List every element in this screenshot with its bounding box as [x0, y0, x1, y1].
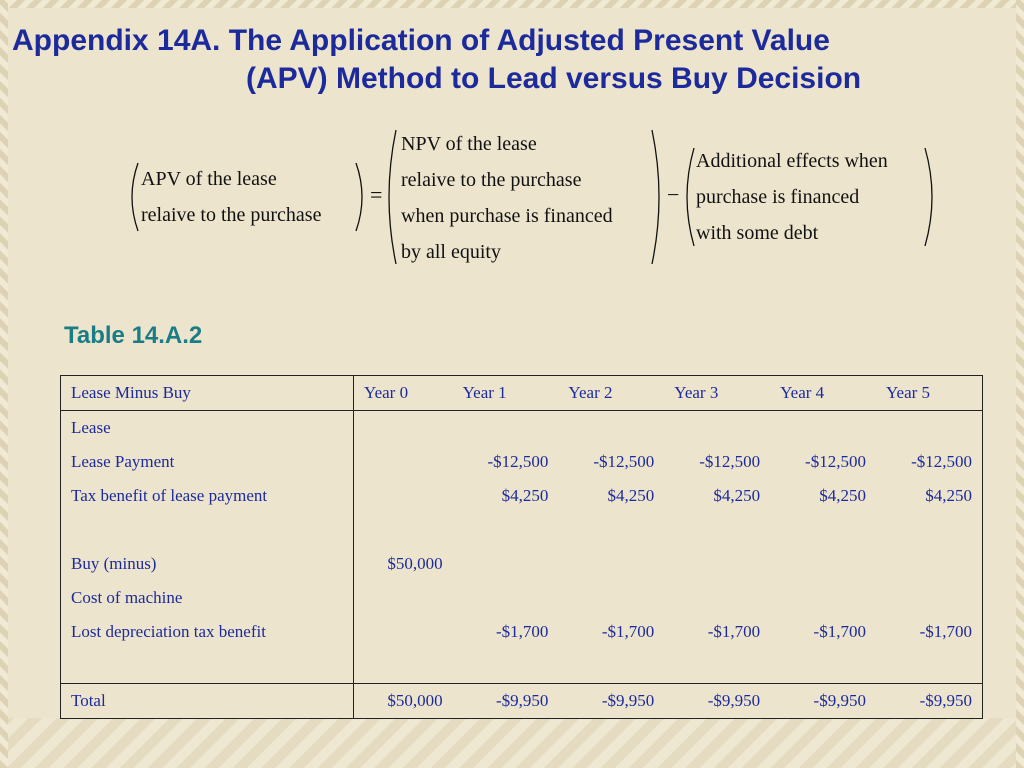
table-cell	[558, 411, 664, 446]
table-cell: -$1,700	[496, 622, 549, 641]
table-cell	[664, 513, 770, 547]
table-cell: -$12,500	[487, 452, 549, 471]
table-cell: -$1,700	[876, 615, 983, 649]
table-cell	[876, 649, 983, 684]
table-cell	[770, 547, 876, 581]
table-row	[61, 615, 983, 649]
table-cell	[354, 411, 453, 446]
total-cell: -$9,950	[876, 684, 983, 719]
header-cell: Year 5	[876, 376, 983, 411]
table-cell	[770, 649, 876, 684]
title-line-2: (APV) Method to Lead versus Buy Decision	[246, 62, 862, 95]
formula-right-line: purchase is financed	[696, 186, 860, 208]
table-cell	[770, 513, 876, 547]
table-cell: Buy (minus)	[61, 547, 354, 581]
table-cell: -$1,700	[601, 622, 655, 641]
table-cell	[354, 445, 453, 479]
table-cell: $4,250	[876, 479, 983, 513]
table-cell: -$12,500	[805, 452, 866, 471]
table-cell: -$12,500	[876, 445, 983, 479]
table-cell	[876, 547, 983, 581]
table-cell	[558, 649, 664, 684]
formula-middle-line: when purchase is financed	[401, 205, 613, 227]
table-cell: -$1,700	[813, 622, 866, 641]
formula-middle-line: by all equity	[401, 241, 501, 263]
table-row	[61, 513, 983, 547]
table-title: Table 14.A.2	[64, 322, 203, 349]
table-cell: Lease Payment	[61, 445, 354, 479]
table-cell	[876, 513, 983, 547]
formula-middle-line: NPV of the lease	[401, 133, 537, 155]
table-cell	[664, 547, 770, 581]
table-cell	[664, 649, 770, 684]
formula-right-line: Additional effects when	[696, 150, 888, 172]
table-cell	[354, 615, 453, 649]
title-line-1: Appendix 14A. The Application of Adjusted Present Value	[12, 24, 830, 57]
table-cell	[453, 513, 559, 547]
table-cell	[664, 411, 770, 446]
header-cell: Year 2	[558, 376, 664, 411]
table-row	[61, 479, 983, 513]
table-cell	[453, 649, 559, 684]
total-cell: $50,000	[354, 684, 453, 719]
lease-vs-buy-table	[60, 375, 983, 719]
formula-left-line: relaive to the purchase	[141, 204, 322, 226]
table-cell	[876, 411, 983, 446]
table-cell	[664, 581, 770, 615]
table-cell	[770, 581, 876, 615]
table-row	[61, 649, 983, 684]
formula-left-line: APV of the lease	[141, 168, 277, 190]
table-cell	[453, 411, 559, 446]
table-row	[61, 445, 983, 479]
formula-left-term	[141, 161, 321, 233]
table-cell	[354, 479, 453, 513]
table-body	[61, 411, 983, 684]
table-cell: -$12,500	[699, 452, 761, 471]
table-cell	[354, 581, 453, 615]
table-cell: $4,250	[713, 486, 761, 505]
table-cell	[354, 513, 453, 547]
table-cell	[558, 513, 664, 547]
header-cell: Year 3	[664, 376, 770, 411]
bottom-border	[0, 718, 1024, 768]
table-row	[61, 581, 983, 615]
table-cell	[453, 547, 559, 581]
table-cell: Lost depreciation tax benefit	[61, 615, 354, 649]
formula-middle-term	[401, 126, 613, 270]
header-cell: Year 1	[453, 376, 559, 411]
table-cell	[61, 649, 354, 684]
table-cell: Tax benefit of lease payment	[61, 479, 354, 513]
table-cell: $4,250	[501, 486, 549, 505]
equals-sign: =	[370, 182, 383, 207]
table-cell: Lease	[61, 411, 354, 446]
table-cell: $50,000	[387, 554, 443, 573]
table-cell	[558, 581, 664, 615]
table-cell	[453, 581, 559, 615]
table-cell: -$12,500	[593, 452, 655, 471]
table-row	[61, 411, 983, 446]
table-cell: $4,250	[607, 486, 655, 505]
table-header-row	[61, 376, 983, 411]
total-cell: -$9,950	[453, 684, 559, 719]
total-cell: -$9,950	[558, 684, 664, 719]
table-cell	[876, 581, 983, 615]
table-total-row	[61, 684, 983, 719]
total-cell: -$9,950	[770, 684, 876, 719]
header-cell: Year 0	[354, 376, 453, 411]
table-cell	[770, 411, 876, 446]
table-row	[61, 547, 983, 581]
header-cell: Year 4	[770, 376, 876, 411]
table-cell	[354, 649, 453, 684]
minus-sign: −	[667, 182, 680, 207]
total-cell: Total	[61, 684, 354, 719]
formula-right-line: with some debt	[696, 222, 819, 244]
formula-middle-line: relaive to the purchase	[401, 169, 582, 191]
table-cell: -$1,700	[707, 622, 761, 641]
table-cell: $4,250	[819, 486, 866, 505]
header-cell: Lease Minus Buy	[61, 376, 354, 411]
table-cell: Cost of machine	[61, 581, 354, 615]
formula-right-term	[696, 143, 888, 251]
table-cell	[61, 513, 354, 547]
total-cell: -$9,950	[664, 684, 770, 719]
table-cell	[558, 547, 664, 581]
